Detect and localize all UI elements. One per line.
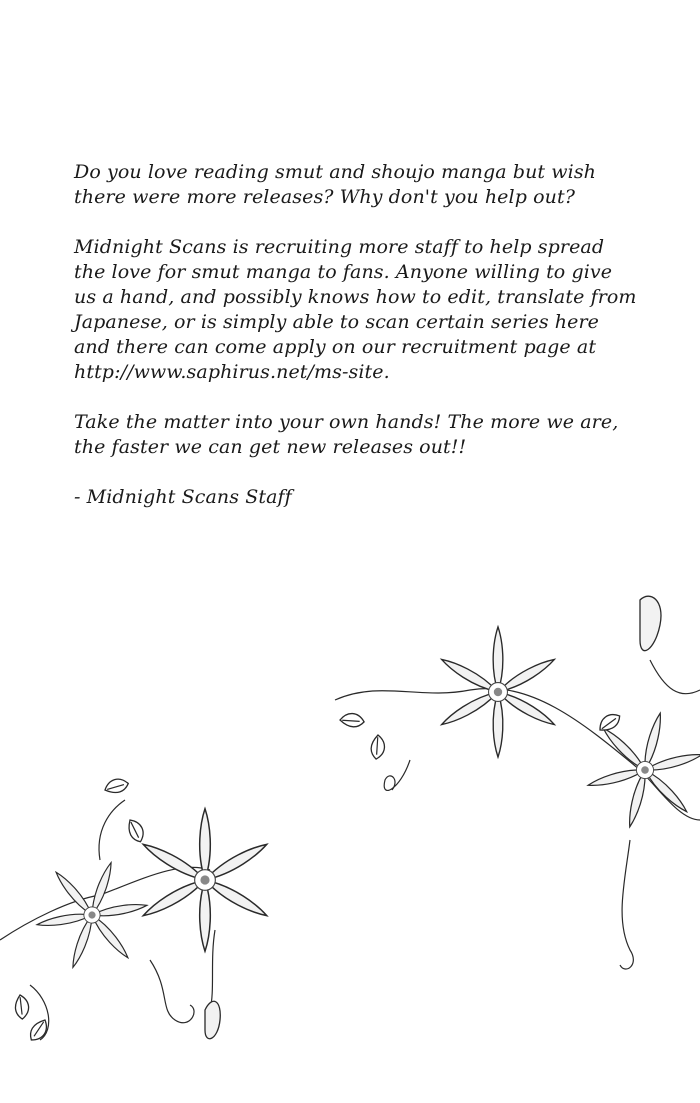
notice-line: Midnight Scans is recruiting more staff to help spread	[74, 236, 605, 258]
recruitment-url: http://www.saphirus.net/ms-site.	[74, 361, 390, 383]
notice-line: the love for smut manga to fans. Anyone willing to give	[74, 261, 613, 283]
notice-line: Do you love reading smut and shoujo manga but wish	[74, 161, 597, 183]
notice-line: the faster we can get new releases out!!	[74, 436, 467, 458]
notice-line: and there can come apply on our recruitment page at	[74, 336, 597, 358]
notice-line: Japanese, or is simply able to scan certain series here	[74, 311, 600, 333]
notice-line: us a hand, and possibly knows how to edit, translate from	[74, 286, 637, 308]
signature: - Midnight Scans Staff	[74, 486, 292, 508]
notice-line: there were more releases? Why don't you help out?	[74, 186, 576, 208]
notice-line: Take the matter into your own hands! The more we are,	[74, 411, 619, 433]
